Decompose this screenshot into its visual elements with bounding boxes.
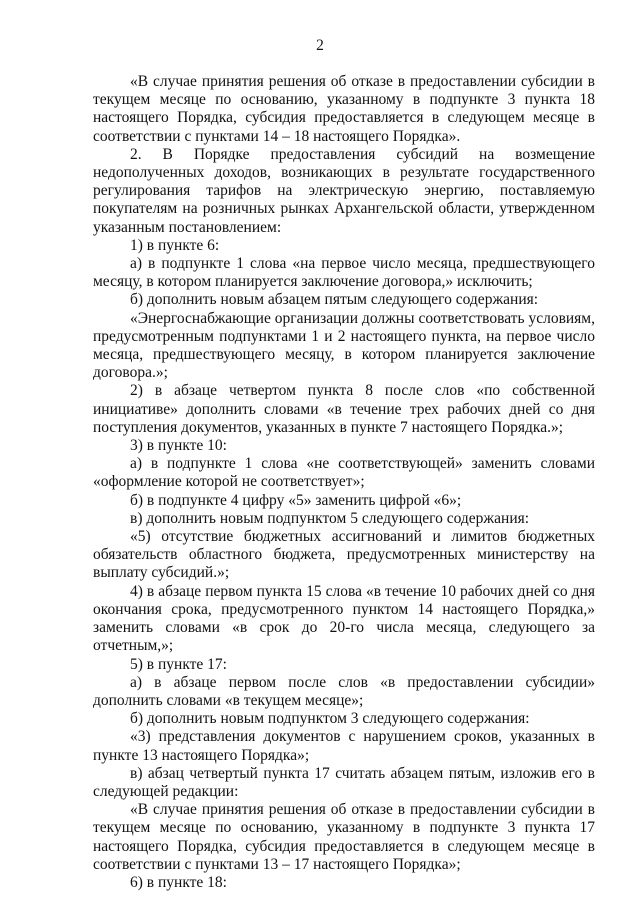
paragraph-20: 6) в пункте 18: xyxy=(130,873,227,891)
paragraph-15: а) в абзаце первом после слов «в предоставлении субсидии» дополнить словами «в текущем месяце»; xyxy=(93,673,595,709)
paragraph-19: «В случае принятия решения об отказе в предоставлении субсидии в текущем месяце по основанию, указанному в подпункте 3 пункта 17 настоящего Порядка, субсидия предоставляется в следующем месяце в соответствии с пунктами 13 – 17 настоящего Порядка»; xyxy=(93,801,595,873)
paragraph-11: в) дополнить новым подпунктом 5 следующего содержания: xyxy=(130,509,530,527)
paragraph-5: б) дополнить новым абзацем пятым следующего содержания: xyxy=(130,291,539,309)
paragraph-18: в) абзац четвертый пункта 17 считать абзацем пятым, изложив его в следующей редакции: xyxy=(93,764,595,800)
paragraph-4: а) в подпункте 1 слова «на первое число месяца, предшествующего месяцу, в котором планируется заключение договора,» исключить; xyxy=(93,255,595,291)
paragraph-1: «В случае принятия решения об отказе в предоставлении субсидии в текущем месяце по основанию, указанному в подпункте 3 пункта 18 настоящего Порядка, субсидия предоставляется в следующем месяце в соответствии с пунктами 14 – 18 настоящего Порядка». xyxy=(93,73,595,145)
paragraph-12: «5) отсутствие бюджетных ассигнований и лимитов бюджетных обязательств областного бюджета, предусмотренных министерству на выплату субсидий.»; xyxy=(93,528,595,582)
paragraph-6: «Энергоснабжающие организации должны соответствовать условиям, предусмотренным подпунктами 1 и 2 настоящего пункта, на первое число месяца, предшествующего месяцу, в котором планируется заключение договора.»; xyxy=(93,309,595,382)
paragraph-16: б) дополнить новым подпунктом 3 следующего содержания: xyxy=(130,710,530,728)
paragraph-14: 5) в пункте 17: xyxy=(130,655,227,673)
paragraph-10: б) в подпункте 4 цифру «5» заменить цифрой «6»; xyxy=(130,491,462,509)
paragraph-7: 2) в абзаце четвертом пункта 8 после слов «по собственной инициативе» дополнить словами «в течение трех рабочих дней со дня поступления документов, указанных в пункте 7 настоящего Порядка.»; xyxy=(93,382,595,436)
paragraph-3: 1) в пункте 6: xyxy=(130,236,220,254)
document-body xyxy=(93,73,595,892)
paragraph-8: 3) в пункте 10: xyxy=(130,437,227,455)
paragraph-13: 4) в абзаце первом пункта 15 слова «в течение 10 рабочих дней со дня окончания срока, предусмотренного пунктом 14 настоящего Порядка,» заменить словами «в срок до 20-го числа месяца, следующего за отчетным,»; xyxy=(93,582,595,655)
page-number: 2 xyxy=(316,37,324,54)
paragraph-9: а) в подпункте 1 слова «не соответствующей» заменить словами «оформление которой не соответствует»; xyxy=(93,455,595,491)
paragraph-17: «3) представления документов с нарушением сроков, указанных в пункте 13 настоящего Порядка»; xyxy=(93,728,595,764)
paragraph-2: 2. В Порядке предоставления субсидий на возмещение недополученных доходов, возникающих в результате государственного регулирования тарифов на электрическую энергию, поставляемую покупателям на розничных рынках Архангельской области, утвержденном указанным постановлением: xyxy=(93,145,595,236)
